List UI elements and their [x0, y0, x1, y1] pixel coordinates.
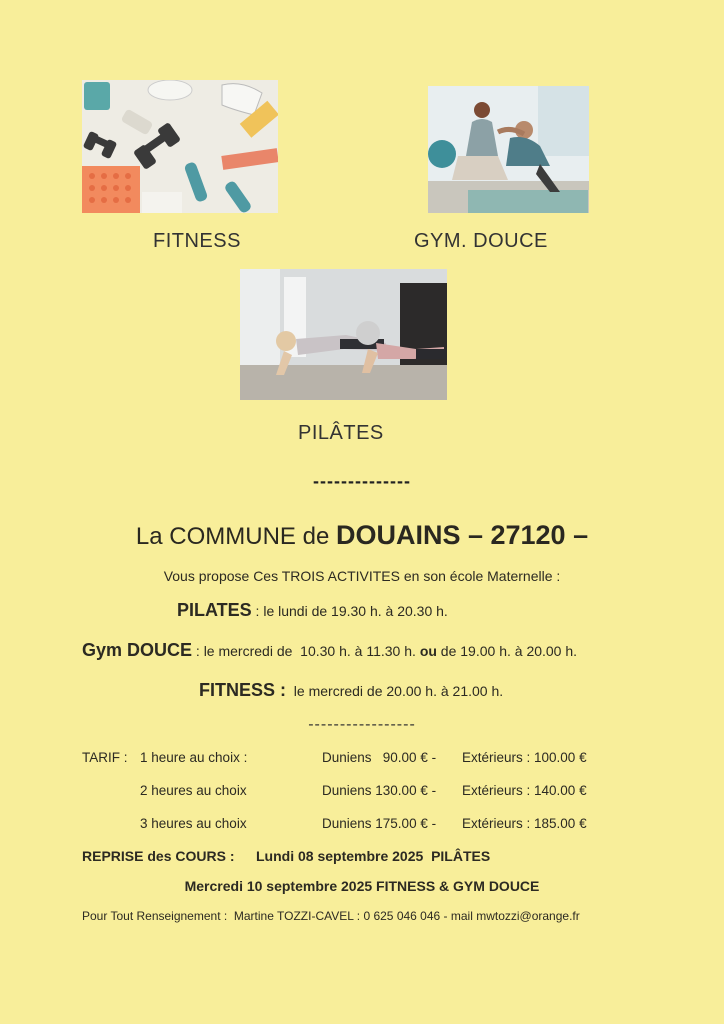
schedule-gym-douce — [82, 640, 577, 661]
activity-pilates: PILATES — [177, 600, 252, 620]
tarif-row-1-duniens: Duniens 90.00 € - — [322, 750, 437, 765]
fitness-photo — [82, 80, 278, 213]
contact-info: Pour Tout Renseignement : Martine TOZZI-CAVEL : 0 625 046 046 - mail mwtozzi@orange.fr — [82, 909, 580, 923]
gym-or: ou — [419, 643, 437, 659]
headline-commune: DOUAINS – 27120 – — [335, 520, 589, 550]
tarif-label: TARIF : — [82, 750, 128, 765]
schedule-fitness — [199, 680, 503, 701]
tarif-row-3-duniens: Duniens 175.00 € - — [322, 816, 437, 831]
pilates-caption: PILÂTES — [298, 422, 384, 444]
tarif-row-2-ext: Extérieurs : 140.00 € — [462, 783, 587, 798]
fitness-time: le mercredi de 20.00 h. à 21.00 h. — [286, 683, 504, 699]
reprise-line-1: Lundi 08 septembre 2025 PILÂTES — [256, 848, 491, 864]
gym-douce-caption: GYM. DOUCE — [414, 230, 548, 252]
schedule-pilates — [177, 600, 448, 621]
gym-time-2: de 19.00 h. à 20.00 h. — [436, 643, 578, 659]
gym-time-1: : le mercredi de 10.30 h. à 11.30 h. — [192, 643, 420, 659]
headline-prefix: La COMMUNE de — [135, 523, 336, 550]
pilates-photo — [240, 269, 447, 400]
tarif-row-1-ext: Extérieurs : 100.00 € — [462, 750, 587, 765]
activity-fitness: FITNESS : — [199, 680, 287, 700]
tarif-row-3-choice: 3 heures au choix — [140, 816, 247, 831]
tarif-row-2-choice: 2 heures au choix — [140, 783, 247, 798]
gym-douce-photo — [428, 86, 589, 213]
reprise-line-2: Mercredi 10 septembre 2025 FITNESS & GYM DOUCE — [184, 878, 540, 894]
tarif-row-2-duniens: Duniens 130.00 € - — [322, 783, 437, 798]
fitness-caption: FITNESS — [153, 230, 241, 252]
tarif-row-1-choice: 1 heure au choix : — [140, 750, 248, 765]
activity-gym-douce: Gym DOUCE — [82, 640, 193, 660]
tarif-row-3-ext: Extérieurs : 185.00 € — [462, 816, 587, 831]
intro-text: Vous propose Ces TROIS ACTIVITES en son école Maternelle : — [163, 568, 561, 584]
headline — [0, 520, 724, 551]
pilates-time: : le lundi de 19.30 h. à 20.30 h. — [251, 603, 448, 619]
separator-mid: ----------------- — [308, 716, 416, 733]
separator-top: -------------- — [313, 471, 411, 491]
reprise-label: REPRISE des COURS : — [82, 848, 235, 864]
